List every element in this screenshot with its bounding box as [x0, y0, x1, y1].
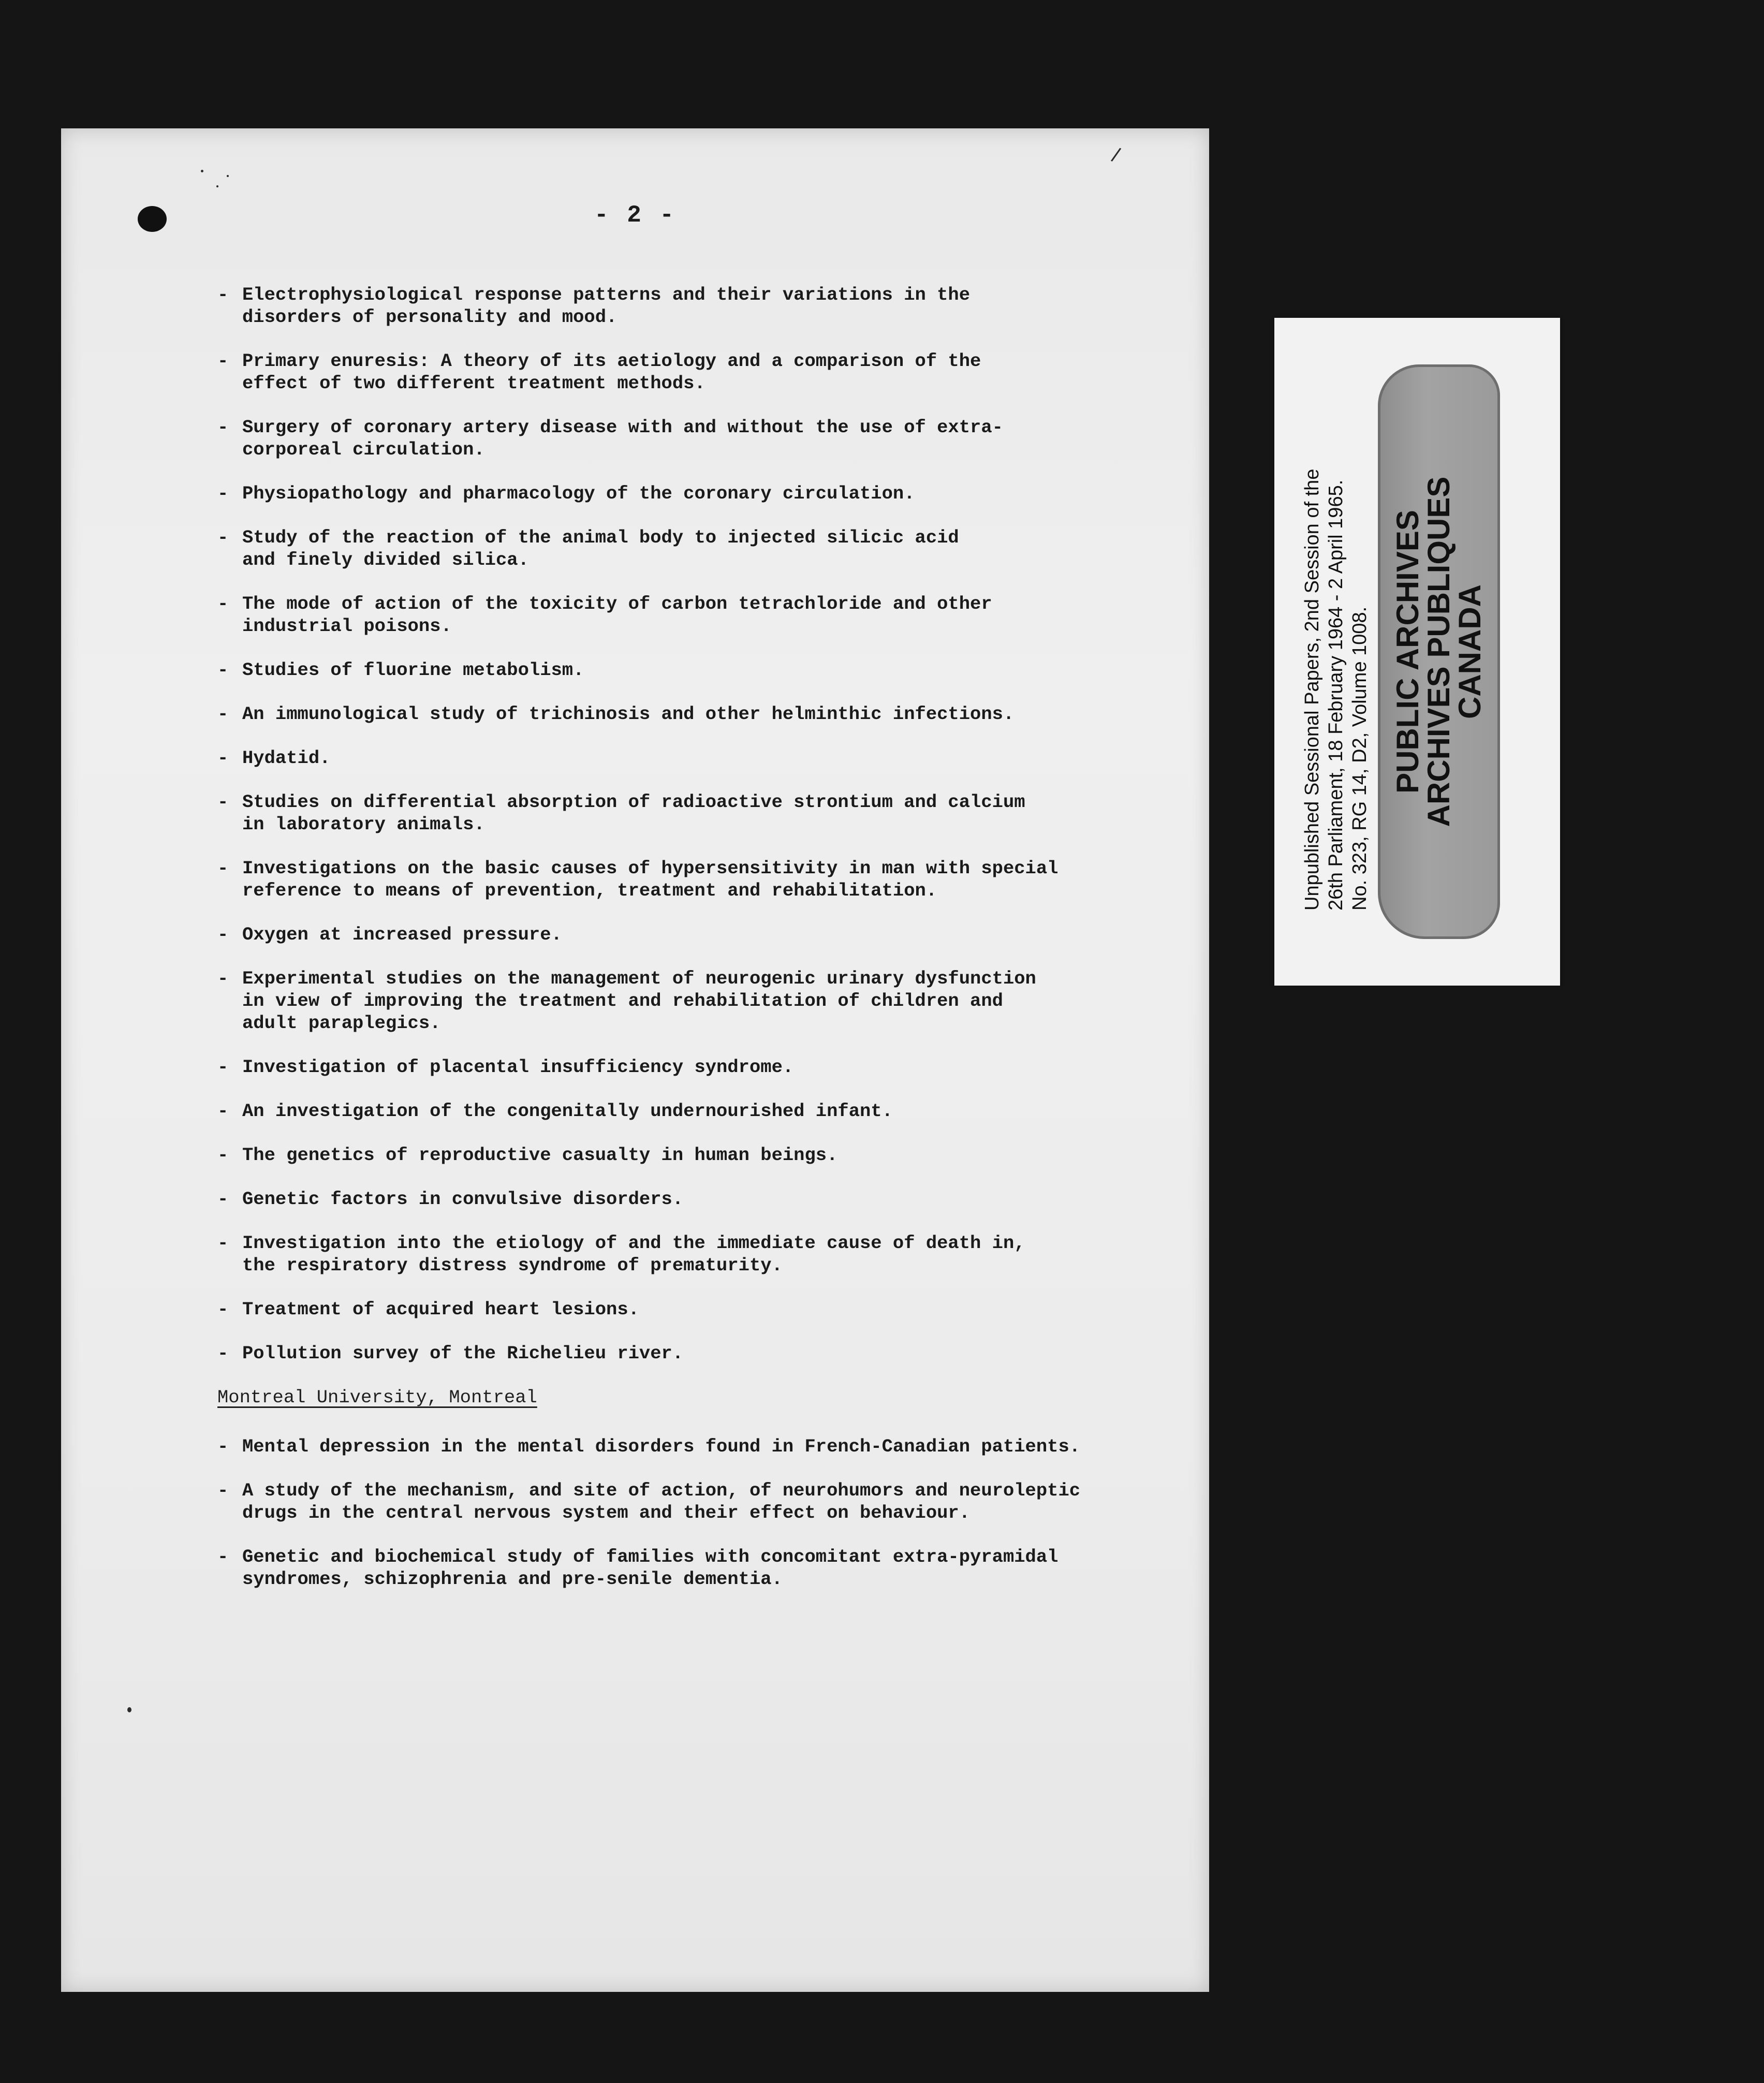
list-item [217, 791, 1190, 835]
stamp-line: ARCHIVES PUBLIQUES [1421, 476, 1456, 827]
list-item [217, 1100, 1190, 1122]
list-item-text: Investigation into the etiology of and the immediate cause of death in, the respiratory distress syndrome of prematurity. [242, 1233, 1025, 1276]
list-item [217, 416, 1190, 461]
stamp-text [1392, 393, 1486, 911]
bullet-dash: - [217, 1436, 229, 1457]
list-item-text: Treatment of acquired heart lesions. [242, 1299, 639, 1320]
bullet-dash: - [217, 1145, 229, 1166]
bullet-dash: - [217, 417, 229, 438]
list-item-text: The mode of action of the toxicity of carbon tetrachloride and other industrial poisons. [242, 593, 992, 637]
list-item [217, 923, 1190, 946]
speck-mark [227, 175, 229, 177]
list-item-text: Mental depression in the mental disorders found in French-Canadian patients. [242, 1436, 1081, 1457]
list-item [217, 1232, 1190, 1277]
bullet-dash: - [217, 1189, 229, 1210]
bullet-dash: - [217, 593, 229, 614]
list-item-text: Studies on differential absorption of radioactive strontium and calcium in laboratory animals. [242, 791, 1025, 835]
list-item [217, 482, 1190, 505]
list-item-text: Primary enuresis: A theory of its aetiology and a comparison of the effect of two different treatment methods. [242, 350, 981, 394]
list-item-text: Surgery of coronary artery disease with and without the use of extra- corporeal circulation. [242, 417, 1003, 460]
list-item-text: Oxygen at increased pressure. [242, 924, 562, 945]
speck-mark [216, 185, 218, 187]
bullet-dash: - [217, 858, 229, 879]
bullet-dash: - [217, 350, 229, 372]
bullet-dash: - [217, 1480, 229, 1501]
caption-line: 26th Parliament, 18 February 1964 - 2 April 1965. [1325, 479, 1347, 911]
bullet-dash: - [217, 968, 229, 989]
bullet-dash: - [217, 924, 229, 945]
research-list-2 [217, 1435, 1190, 1590]
speck-mark [127, 1707, 131, 1712]
list-item-text: An immunological study of trichinosis and other helminthic infections. [242, 703, 1015, 725]
list-item-text: Genetic factors in convulsive disorders. [242, 1189, 684, 1210]
bullet-dash: - [217, 1233, 229, 1254]
list-item [217, 526, 1190, 571]
archive-stamp [1378, 364, 1500, 939]
list-item [217, 659, 1190, 681]
list-item [217, 1056, 1190, 1078]
list-item-text: A study of the mechanism, and site of action, of neurohumors and neuroleptic drugs in the central nervous system and their effect on behaviour. [242, 1480, 1081, 1523]
list-item-text: Study of the reaction of the animal body to injected silicic acid and finely divided silica. [242, 527, 959, 570]
bullet-dash: - [217, 747, 229, 769]
list-item [217, 1479, 1190, 1524]
bullet-dash: - [217, 1057, 229, 1078]
document-page [61, 128, 1209, 1992]
list-item-text: Investigation of placental insufficiency syndrome. [242, 1057, 794, 1078]
research-list-1 [217, 284, 1190, 1365]
list-item [217, 1188, 1190, 1210]
document-body [217, 284, 1190, 1612]
list-item-text: Hydatid. [242, 747, 331, 769]
list-item [217, 1435, 1190, 1458]
bullet-dash: - [217, 791, 229, 813]
bullet-dash: - [217, 483, 229, 504]
bullet-dash: - [217, 1299, 229, 1320]
list-item-text: Pollution survey of the Richelieu river. [242, 1343, 684, 1364]
bullet-dash: - [217, 527, 229, 548]
speck-mark [201, 170, 203, 172]
list-item [217, 967, 1190, 1034]
caption-line: Unpublished Sessional Papers, 2nd Session of the [1301, 468, 1323, 911]
caption-line: No. 323, RG 14, D2, Volume 1008. [1349, 606, 1371, 911]
page-number: - 2 - [594, 202, 677, 229]
list-item [217, 1144, 1190, 1166]
list-item-text: Electrophysiological response patterns and their variations in the disorders of personality and mood. [242, 284, 971, 328]
section-heading: Montreal University, Montreal [217, 1387, 537, 1408]
list-item-text: The genetics of reproductive casualty in human beings. [242, 1145, 838, 1166]
list-item [217, 284, 1190, 328]
list-item-text: Studies of fluorine metabolism. [242, 659, 584, 681]
list-item-text: Experimental studies on the management of neurogenic urinary dysfunction in view of improving the treatment and rehabilitation of children and adult paraplegics. [242, 968, 1036, 1034]
list-item [217, 747, 1190, 769]
list-item-text: Physiopathology and pharmacology of the coronary circulation. [242, 483, 915, 504]
stamp-line: CANADA [1452, 584, 1487, 719]
archive-label [1274, 318, 1560, 986]
list-item-text: Genetic and biochemical study of families with concomitant extra-pyramidal syndromes, schizophrenia and pre-senile dementia. [242, 1546, 1059, 1590]
bullet-dash: - [217, 1101, 229, 1122]
bullet-dash: - [217, 284, 229, 305]
archive-caption [1300, 393, 1373, 911]
bullet-dash: - [217, 1343, 229, 1364]
list-item [217, 1342, 1190, 1365]
list-item [217, 703, 1190, 725]
list-item [217, 350, 1190, 394]
bullet-dash: - [217, 1546, 229, 1567]
list-item [217, 1298, 1190, 1321]
list-item [217, 1546, 1190, 1590]
list-item-text: Investigations on the basic causes of hypersensitivity in man with special reference to means of prevention, treatment and rehabilitation. [242, 858, 1059, 901]
list-item [217, 857, 1190, 902]
pencil-mark: / [1109, 143, 1123, 167]
stamp-line: PUBLIC ARCHIVES [1390, 510, 1425, 794]
list-item-text: An investigation of the congenitally undernourished infant. [242, 1101, 893, 1122]
list-item [217, 593, 1190, 637]
bullet-dash: - [217, 703, 229, 725]
bullet-dash: - [217, 659, 229, 681]
